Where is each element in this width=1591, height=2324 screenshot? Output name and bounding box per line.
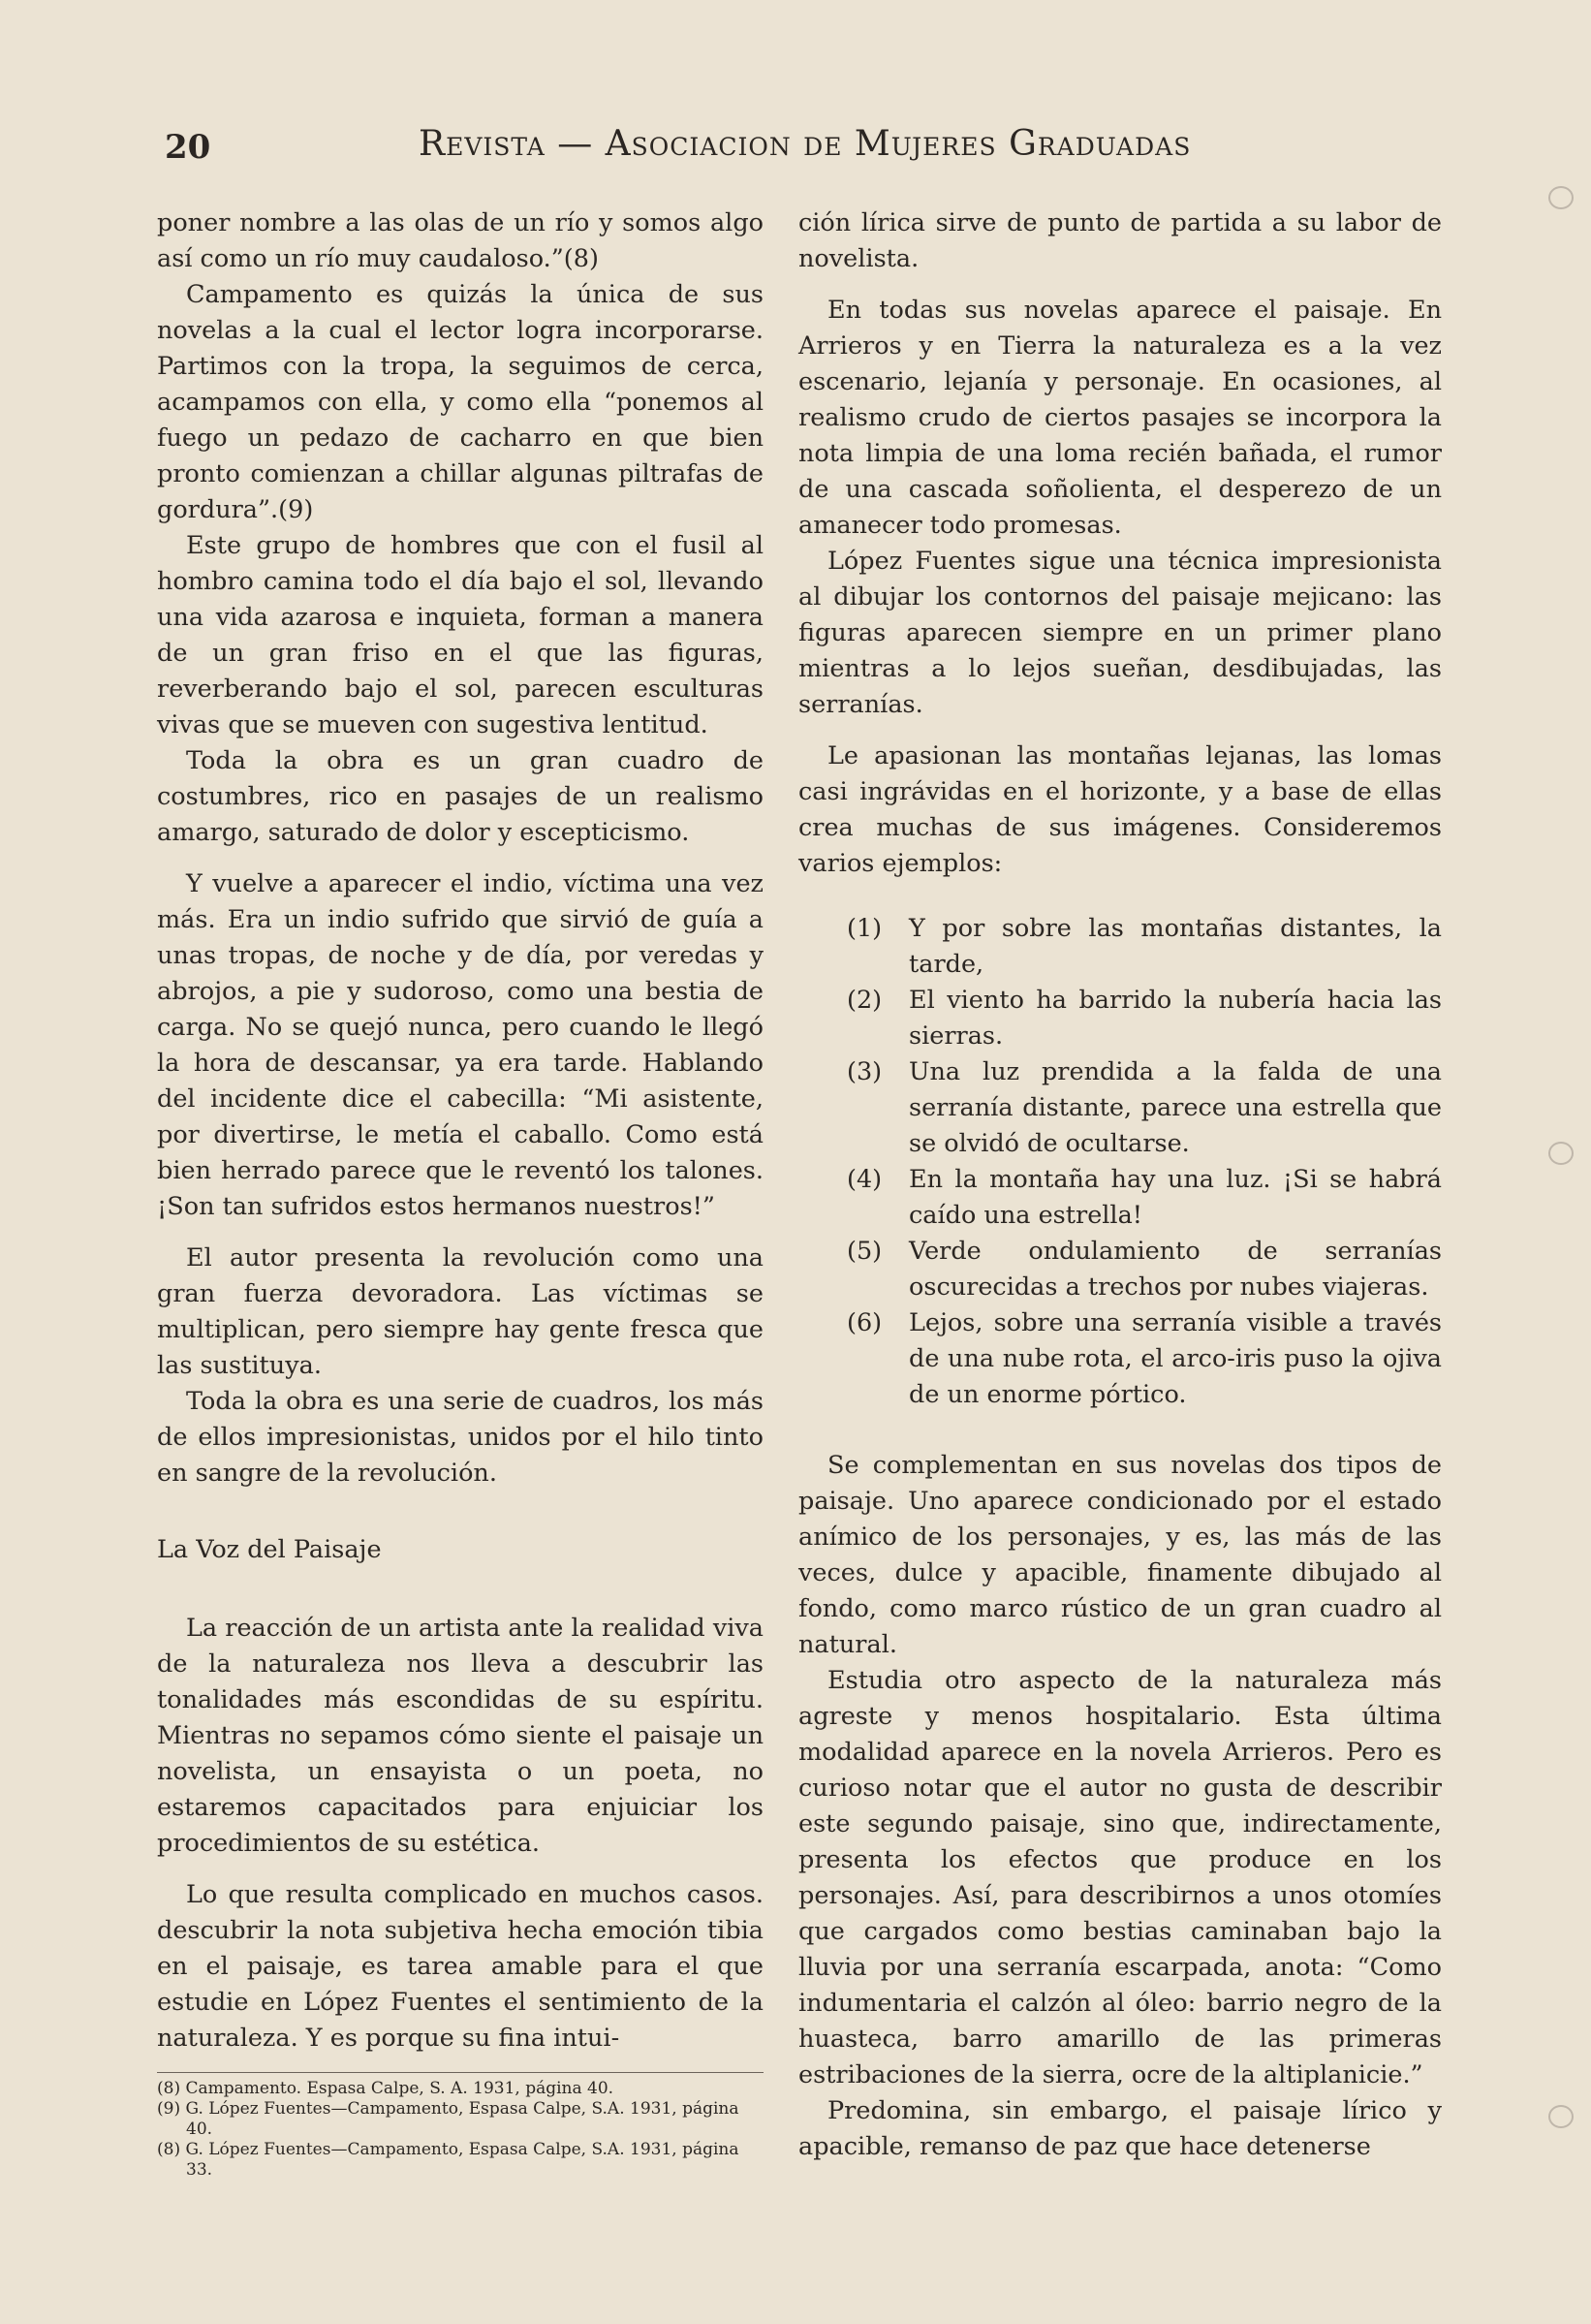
paragraph: Toda la obra es una serie de cuadros, los más de ellos impresionistas, unidos por el hilo tinto en sangre de la revolución. [157, 1387, 764, 1488]
footnotes [157, 2072, 764, 2181]
example-text: Verde ondulamiento de serranías oscurecidas a trechos por nubes viajeras. [909, 1237, 1442, 1302]
paragraph: Estudia otro aspecto de la naturaleza más agreste y menos hospitalario. Esta última modalidad aparece en la novela Arrieros. Pero es curioso notar que el autor no gusta de describir este segundo paisaje, sino que, indirectamente, presenta los efectos que produce en los personajes. Así, para describirnos a unos otomíes que cargados como bestias caminaban bajo la lluvia por una serranía escarpada, anota: “Como indumentaria el calzón al óleo: barrio negro de la huasteca, barro amarillo de las primeras estribaciones de la sierra, ocre de la altiplanicie.” [798, 1666, 1442, 2089]
page-number: 20 [165, 128, 211, 167]
example-number: (1) [847, 914, 883, 943]
example-number: (5) [847, 1237, 883, 1266]
footnote: (9) G. López Fuentes—Campamento, Espasa Calpe, S.A. 1931, página 40. [157, 2099, 739, 2139]
example-text: En la montaña hay una luz. ¡Si se habrá caído una estrella! [909, 1165, 1442, 1230]
example-item [847, 1234, 1442, 1305]
paragraph: El autor presenta la revolución como una gran fuerza devoradora. Las víctimas se multiplican, pero siempre hay gente fresca que las sustituya. [157, 1243, 764, 1380]
example-text: El viento ha barrido la nubería hacia las sierras. [909, 986, 1442, 1051]
paragraph: En todas sus novelas aparece el paisaje. En Arrieros y en Tierra la naturaleza es a la vez escenario, lejanía y personaje. En ocasiones, al realismo crudo de ciertos pasajes se incorpora la nota limpia de una loma recién bañada, el rumor de una cascada soñolienta, el desperezo de un amanecer todo promesas. [798, 296, 1442, 540]
footnote: (8) Campamento. Espasa Calpe, S. A. 1931, página 40. [157, 2079, 614, 2098]
example-text: Una luz prendida a la falda de una serranía distante, parece una estrella que se olvidó de ocultarse. [909, 1057, 1442, 1158]
example-number: (4) [847, 1165, 883, 1194]
paragraph: Lo que resulta complicado en muchos casos. descubrir la nota subjetiva hecha emoción tibia en el paisaje, es tarea amable para el que estudie en López Fuentes el sentimiento de la naturaleza. Y es porque su fina intui- [157, 1880, 764, 2053]
example-number: (2) [847, 986, 883, 1015]
example-number: (3) [847, 1057, 883, 1086]
binding-hole-mark [1548, 1142, 1574, 1165]
paragraph: La reacción de un artista ante la realidad viva de la naturaleza nos lleva a descubrir las tonalidades más escondidas de su espíritu. Mientras no sepamos cómo siente el paisaje un novelista, un ensayista o un poeta, no estaremos capacitados para enjuiciar los procedimientos de su estética. [157, 1614, 764, 1858]
paragraph: López Fuentes sigue una técnica impresionista al dibujar los contornos del paisaje mejicano: las figuras aparecen siempre en un primer plano mientras a lo lejos sueñan, desdibujadas, las serranías. [798, 547, 1442, 719]
example-text: Lejos, sobre una serranía visible a través de una nube rota, el arco-iris puso la ojiva de un enorme pórtico. [909, 1308, 1442, 1409]
example-number: (6) [847, 1308, 883, 1337]
binding-hole-mark [1548, 2105, 1574, 2128]
example-item [847, 1162, 1442, 1234]
example-item [847, 911, 1442, 983]
running-head: Revista — Asociacion de Mujeres Graduadas [419, 124, 1192, 164]
section-heading: La Voz del Paisaje [157, 1535, 382, 1564]
paragraph: Predomina, sin embargo, el paisaje lírico y apacible, remanso de paz que hace detenerse [798, 2096, 1442, 2161]
example-item [847, 1054, 1442, 1162]
paragraph: Le apasionan las montañas lejanas, las lomas casi ingrávidas en el horizonte, y a base de ellas crea muchas de sus imágenes. Consideremos varios ejemplos: [798, 741, 1442, 878]
example-item [847, 1305, 1442, 1413]
paragraph: Y vuelve a aparecer el indio, víctima una vez más. Era un indio sufrido que sirvió de guía a unas tropas, de noche y de día, por veredas y abrojos, a pie y sudoroso, como una bestia de carga. No se quejó nunca, pero cuando le llegó la hora de descansar, ya era tarde. Hablando del incidente dice el cabecilla: “Mi asistente, por divertirse, le metía el caballo. Como está bien herrado parece que le reventó los talones. ¡Son tan sufridos estos hermanos nuestros!” [157, 869, 764, 1221]
example-text: Y por sobre las montañas distantes, la tarde, [909, 914, 1442, 979]
paragraph: Toda la obra es un gran cuadro de costumbres, rico en pasajes de un realismo amargo, saturado de dolor y escepticismo. [157, 746, 764, 847]
examples-list [798, 911, 1442, 1413]
paragraph: Campamento es quizás la única de sus novelas a la cual el lector logra incorporarse. Partimos con la tropa, la seguimos de cerca, acampamos con ella, y como ella “ponemos al fuego un pedazo de cacharro en que bien pronto comienzan a chillar algunas piltrafas de gordura”.(9) [157, 280, 764, 524]
paragraph: poner nombre a las olas de un río y somos algo así como un río muy caudaloso.”(8) [157, 208, 764, 273]
left-column [157, 205, 764, 2181]
footnote: (8) G. López Fuentes—Campamento, Espasa Calpe, S.A. 1931, página 33. [157, 2140, 739, 2180]
binding-hole-mark [1548, 186, 1574, 209]
paragraph: Este grupo de hombres que con el fusil al hombro camina todo el día bajo el sol, llevando una vida azarosa e inquieta, forman a manera de un gran friso en el que las figuras, reverberando bajo el sol, parecen esculturas vivas que se mueven con sugestiva lentitud. [157, 531, 764, 739]
paragraph: ción lírica sirve de punto de partida a su labor de novelista. [798, 208, 1442, 273]
paragraph: Se complementan en sus novelas dos tipos de paisaje. Uno aparece condicionado por el estado anímico de los personajes, y es, las más de las veces, dulce y apacible, finamente dibujado al fondo, como marco rústico de un gran cuadro al natural. [798, 1451, 1442, 1659]
right-column [798, 205, 1442, 2165]
example-item [847, 983, 1442, 1054]
